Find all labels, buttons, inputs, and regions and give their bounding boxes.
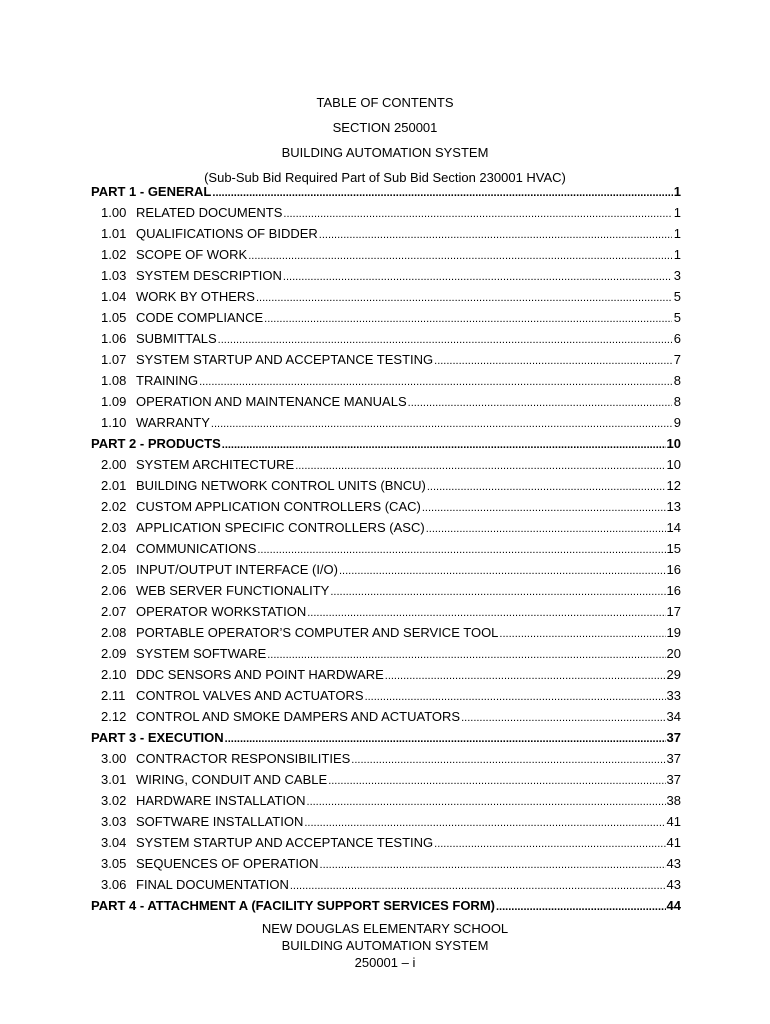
- toc-entry[interactable]: [91, 415, 681, 436]
- toc-entry-number: 1.02: [101, 247, 127, 262]
- toc-entry-page: 17: [666, 604, 681, 619]
- toc-entry-title: SYSTEM STARTUP AND ACCEPTANCE TESTING: [136, 835, 434, 850]
- toc-entry-number: 2.04: [101, 541, 127, 556]
- toc-entry-title: FINAL DOCUMENTATION: [136, 877, 289, 892]
- toc-entry-title: CUSTOM APPLICATION CONTROLLERS (CAC): [136, 499, 421, 514]
- toc-entry-title: WARRANTY: [136, 415, 210, 430]
- toc-entry-page: 43: [666, 856, 681, 871]
- toc-entry-page: 37: [666, 751, 681, 766]
- toc-entry[interactable]: [91, 856, 681, 877]
- toc-entry[interactable]: [91, 814, 681, 835]
- toc-entry-title: CONTROL VALVES AND ACTUATORS: [136, 688, 364, 703]
- toc-entry-number: 3.02: [101, 793, 127, 808]
- dot-leader: [427, 479, 666, 495]
- toc-entry-title: PART 1 - GENERAL: [91, 184, 212, 199]
- toc-entry-number: 2.11: [101, 688, 126, 703]
- toc-entry-page: 19: [666, 625, 681, 640]
- toc-entry[interactable]: [91, 793, 681, 814]
- dot-leader: [307, 794, 666, 810]
- toc-entry[interactable]: [91, 205, 681, 226]
- toc-entry-title: SUBMITTALS: [136, 331, 217, 346]
- dot-leader: [365, 689, 666, 705]
- toc-entry-title: OPERATION AND MAINTENANCE MANUALS: [136, 394, 407, 409]
- dot-leader: [222, 437, 666, 453]
- toc-entry-page: 5: [673, 310, 681, 325]
- toc-entry-number: 3.04: [101, 835, 127, 850]
- section-subtitle: (Sub-Sub Bid Required Part of Sub Bid Section 230001 HVAC): [204, 170, 566, 185]
- toc-entry-number: 2.12: [101, 709, 127, 724]
- dot-leader: [267, 647, 665, 663]
- toc-entry-title: BUILDING NETWORK CONTROL UNITS (BNCU): [136, 478, 426, 493]
- toc-entry[interactable]: [91, 562, 681, 583]
- toc-entry-page: 7: [673, 352, 681, 367]
- toc-entry-title: CODE COMPLIANCE: [136, 310, 264, 325]
- toc-entry[interactable]: [91, 751, 681, 772]
- toc-entry[interactable]: [91, 709, 681, 730]
- toc-entry-page: 37: [666, 772, 681, 787]
- toc-heading: TABLE OF CONTENTS: [316, 95, 454, 110]
- dot-leader: [211, 416, 672, 432]
- toc-entry[interactable]: [91, 373, 681, 394]
- dot-leader: [330, 584, 665, 600]
- dot-leader: [351, 752, 665, 768]
- toc-entry[interactable]: [91, 604, 681, 625]
- dot-leader: [328, 773, 665, 789]
- toc-entry-page: 20: [666, 646, 681, 661]
- dot-leader: [248, 248, 672, 264]
- toc-entry-page: 33: [666, 688, 681, 703]
- dot-leader: [257, 542, 665, 558]
- toc-entry-title: INPUT/OUTPUT INTERFACE (I/O): [136, 562, 338, 577]
- toc-entry[interactable]: [91, 457, 681, 478]
- toc-entry[interactable]: [91, 583, 681, 604]
- toc-entry-page: 13: [666, 499, 681, 514]
- toc-entry[interactable]: [91, 226, 681, 247]
- toc-entry-page: 10: [666, 457, 681, 472]
- footer-school-name: NEW DOUGLAS ELEMENTARY SCHOOL: [261, 921, 509, 936]
- toc-entry-title: PORTABLE OPERATOR’S COMPUTER AND SERVICE TOOL: [136, 625, 499, 640]
- toc-entry-title: HARDWARE INSTALLATION: [136, 793, 306, 808]
- toc-entry-title: COMMUNICATIONS: [136, 541, 257, 556]
- dot-leader: [385, 668, 666, 684]
- dot-leader: [426, 521, 666, 537]
- dot-leader: [434, 836, 665, 852]
- toc-entry-number: 2.06: [101, 583, 127, 598]
- toc-entry-page: 12: [666, 478, 681, 493]
- toc-entry-title: QUALIFICATIONS OF BIDDER: [136, 226, 318, 241]
- dot-leader: [304, 815, 665, 831]
- dot-leader: [290, 878, 666, 894]
- toc-entry[interactable]: [91, 499, 681, 520]
- toc-entry-number: 3.06: [101, 877, 127, 892]
- toc-entry-page: 5: [673, 289, 681, 304]
- toc-entry-page: 3: [673, 268, 681, 283]
- toc-entry-page: 1: [673, 205, 681, 220]
- toc-entry-page: 16: [666, 583, 681, 598]
- dot-leader: [434, 353, 672, 369]
- dot-leader: [496, 899, 666, 915]
- toc-entry-page: 16: [666, 562, 681, 577]
- toc-entry-title: SOFTWARE INSTALLATION: [136, 814, 304, 829]
- toc-entry-page: 29: [666, 667, 681, 682]
- toc-entry-title: SYSTEM DESCRIPTION: [136, 268, 282, 283]
- dot-leader: [225, 731, 666, 747]
- toc-entry-page: 34: [666, 709, 681, 724]
- toc-entry[interactable]: [91, 478, 681, 499]
- toc-entry-title: SEQUENCES OF OPERATION: [136, 856, 319, 871]
- toc-entry-page: 8: [673, 373, 681, 388]
- toc-entry-page: 44: [666, 898, 681, 913]
- toc-entry-number: 1.03: [101, 268, 127, 283]
- dot-leader: [283, 206, 672, 222]
- toc-entry-number: 1.10: [101, 415, 127, 430]
- toc-entry-page: 1: [673, 226, 681, 241]
- toc-entry[interactable]: [91, 646, 681, 667]
- dot-leader: [283, 269, 672, 285]
- toc-entry-page: 1: [673, 184, 681, 199]
- toc-entry[interactable]: [91, 268, 681, 289]
- dot-leader: [295, 458, 665, 474]
- dot-leader: [461, 710, 665, 726]
- toc-entry-page: 15: [666, 541, 681, 556]
- toc-entry-number: 2.07: [101, 604, 127, 619]
- toc-entry-number: 1.08: [101, 373, 127, 388]
- toc-entry[interactable]: [91, 877, 681, 898]
- toc-part-entry[interactable]: [91, 898, 681, 919]
- section-title: BUILDING AUTOMATION SYSTEM: [281, 145, 489, 160]
- toc-entry-page: 37: [666, 730, 681, 745]
- footer-system-name: BUILDING AUTOMATION SYSTEM: [281, 938, 489, 953]
- toc-entry-page: 9: [673, 415, 681, 430]
- toc-entry[interactable]: [91, 289, 681, 310]
- toc-entry-page: 1: [673, 247, 681, 262]
- toc-entry[interactable]: [91, 541, 681, 562]
- toc-entry-title: SCOPE OF WORK: [136, 247, 248, 262]
- toc-entry-page: 41: [666, 814, 681, 829]
- dot-leader: [256, 290, 672, 306]
- dot-leader: [218, 332, 672, 348]
- toc-entry-number: 3.00: [101, 751, 127, 766]
- toc-entry-number: 3.05: [101, 856, 127, 871]
- toc-entry-number: 3.01: [101, 772, 127, 787]
- toc-entry-number: 2.10: [101, 667, 127, 682]
- dot-leader: [212, 185, 672, 201]
- toc-entry-number: 1.05: [101, 310, 127, 325]
- toc-part-entry[interactable]: [91, 184, 681, 205]
- toc-entry-title: CONTROL AND SMOKE DAMPERS AND ACTUATORS: [136, 709, 461, 724]
- toc-entry-title: TRAINING: [136, 373, 199, 388]
- toc-entry-page: 8: [673, 394, 681, 409]
- toc-entry-number: 2.03: [101, 520, 127, 535]
- toc-entry-number: 1.04: [101, 289, 127, 304]
- toc-entry-number: 1.06: [101, 331, 127, 346]
- toc-entry-number: 1.01: [101, 226, 127, 241]
- toc-entry-number: 1.07: [101, 352, 127, 367]
- toc-entry-page: 10: [666, 436, 681, 451]
- toc-entry-number: 2.02: [101, 499, 127, 514]
- table-of-contents: [91, 184, 681, 919]
- toc-entry[interactable]: [91, 835, 681, 856]
- toc-entry-number: 2.09: [101, 646, 127, 661]
- toc-entry-title: OPERATOR WORKSTATION: [136, 604, 307, 619]
- toc-part-entry[interactable]: [91, 436, 681, 457]
- toc-entry-number: 2.05: [101, 562, 127, 577]
- toc-entry-title: CONTRACTOR RESPONSIBILITIES: [136, 751, 351, 766]
- toc-entry-title: WORK BY OTHERS: [136, 289, 255, 304]
- toc-entry[interactable]: [91, 310, 681, 331]
- toc-entry-number: 3.03: [101, 814, 127, 829]
- toc-entry[interactable]: [91, 520, 681, 541]
- toc-entry[interactable]: [91, 394, 681, 415]
- toc-entry-title: PART 3 - EXECUTION: [91, 730, 224, 745]
- toc-entry-number: 2.01: [101, 478, 127, 493]
- toc-entry-number: 1.09: [101, 394, 127, 409]
- dot-leader: [199, 374, 672, 390]
- toc-entry-page: 38: [666, 793, 681, 808]
- dot-leader: [320, 857, 666, 873]
- toc-entry[interactable]: [91, 331, 681, 352]
- toc-entry-title: PART 4 - ATTACHMENT A (FACILITY SUPPORT SERVICES FORM): [91, 898, 495, 913]
- toc-entry-page: 6: [673, 331, 681, 346]
- toc-entry-title: WEB SERVER FUNCTIONALITY: [136, 583, 330, 598]
- dot-leader: [422, 500, 666, 516]
- toc-entry[interactable]: [91, 352, 681, 373]
- toc-entry-title: SYSTEM SOFTWARE: [136, 646, 267, 661]
- toc-entry-title: SYSTEM STARTUP AND ACCEPTANCE TESTING: [136, 352, 434, 367]
- footer-page-number: 250001 – i: [354, 955, 416, 970]
- dot-leader: [264, 311, 672, 327]
- dot-leader: [408, 395, 672, 411]
- toc-entry-number: 1.00: [101, 205, 127, 220]
- toc-entry[interactable]: [91, 625, 681, 646]
- dot-leader: [339, 563, 666, 579]
- dot-leader: [499, 626, 665, 642]
- toc-entry[interactable]: [91, 688, 681, 709]
- toc-entry[interactable]: [91, 247, 681, 268]
- toc-entry[interactable]: [91, 772, 681, 793]
- dot-leader: [319, 227, 672, 243]
- dot-leader: [307, 605, 665, 621]
- toc-entry-title: SYSTEM ARCHITECTURE: [136, 457, 295, 472]
- toc-entry-title: APPLICATION SPECIFIC CONTROLLERS (ASC): [136, 520, 425, 535]
- toc-entry-number: 2.00: [101, 457, 127, 472]
- toc-entry-title: RELATED DOCUMENTS: [136, 205, 283, 220]
- toc-entry-page: 14: [666, 520, 681, 535]
- toc-part-entry[interactable]: [91, 730, 681, 751]
- section-number: SECTION 250001: [332, 120, 438, 135]
- toc-entry[interactable]: [91, 667, 681, 688]
- toc-entry-page: 41: [666, 835, 681, 850]
- toc-entry-page: 43: [666, 877, 681, 892]
- toc-entry-title: DDC SENSORS AND POINT HARDWARE: [136, 667, 384, 682]
- toc-entry-title: PART 2 - PRODUCTS: [91, 436, 221, 451]
- toc-entry-number: 2.08: [101, 625, 127, 640]
- toc-entry-title: WIRING, CONDUIT AND CABLE: [136, 772, 328, 787]
